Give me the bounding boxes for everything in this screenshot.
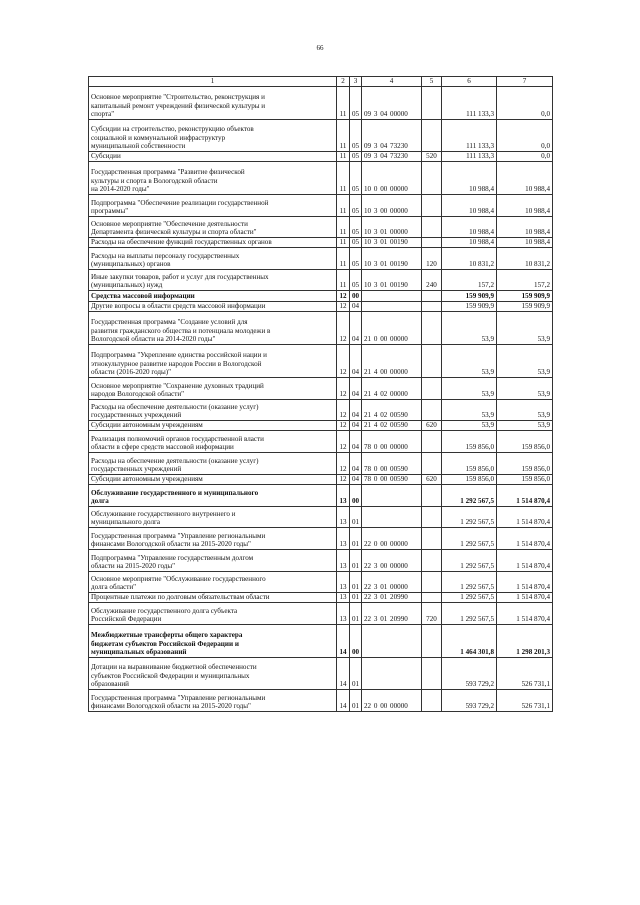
subsection-code: 05 bbox=[350, 162, 362, 195]
amount-year-1: 10 988,4 bbox=[442, 162, 497, 195]
target-article-code: 10 3 01 00190 bbox=[362, 270, 422, 291]
amount-year-1: 10 988,4 bbox=[442, 217, 497, 238]
amount-year-2: 526 731,1 bbox=[497, 658, 553, 690]
column-header: 6 bbox=[442, 77, 497, 87]
section-code: 13 bbox=[337, 507, 350, 528]
target-article-code bbox=[362, 507, 422, 528]
amount-year-2: 159 856,0 bbox=[497, 431, 553, 453]
expense-type-code bbox=[422, 312, 442, 345]
amount-year-1: 593 729,2 bbox=[442, 658, 497, 690]
target-article-code: 78 0 00 00590 bbox=[362, 475, 422, 485]
target-article-code: 22 0 00 00000 bbox=[362, 528, 422, 550]
table-row bbox=[89, 195, 553, 217]
amount-year-1: 159 909,9 bbox=[442, 302, 497, 312]
header-row bbox=[89, 77, 553, 87]
amount-year-1: 159 856,0 bbox=[442, 431, 497, 453]
amount-year-1: 159 856,0 bbox=[442, 453, 497, 475]
column-header: 7 bbox=[497, 77, 553, 87]
target-article-code: 10 3 01 00190 bbox=[362, 248, 422, 270]
table-row bbox=[89, 238, 553, 248]
row-name: Расходы на обеспечение деятельности (оказание услуг) государственных учреждений bbox=[89, 453, 337, 475]
amount-year-2: 10 988,4 bbox=[497, 162, 553, 195]
subsection-code: 05 bbox=[350, 248, 362, 270]
table-row bbox=[89, 431, 553, 453]
target-article-code: 10 3 01 00000 bbox=[362, 217, 422, 238]
expense-type-code bbox=[422, 431, 442, 453]
amount-year-2: 1 298 201,3 bbox=[497, 625, 553, 658]
amount-year-1: 111 133,3 bbox=[442, 152, 497, 162]
target-article-code: 21 0 00 00000 bbox=[362, 312, 422, 345]
amount-year-1: 1 292 567,5 bbox=[442, 485, 497, 507]
table-row bbox=[89, 302, 553, 312]
subsection-code: 01 bbox=[350, 550, 362, 572]
amount-year-2: 10 988,4 bbox=[497, 217, 553, 238]
table-row bbox=[89, 475, 553, 485]
amount-year-1: 1 292 567,5 bbox=[442, 550, 497, 572]
subsection-code: 04 bbox=[350, 421, 362, 431]
table-row bbox=[89, 345, 553, 378]
target-article-code: 09 3 04 73230 bbox=[362, 152, 422, 162]
section-code: 12 bbox=[337, 345, 350, 378]
table-row bbox=[89, 312, 553, 345]
table-row bbox=[89, 120, 553, 152]
target-article-code: 09 3 04 00000 bbox=[362, 87, 422, 120]
amount-year-1: 593 729,2 bbox=[442, 690, 497, 712]
target-article-code bbox=[362, 658, 422, 690]
section-code: 13 bbox=[337, 550, 350, 572]
table-row bbox=[89, 87, 553, 120]
table-row bbox=[89, 453, 553, 475]
amount-year-1: 1 292 567,5 bbox=[442, 603, 497, 625]
row-name: Субсидии на строительство, реконструкцию объектов социальной и коммунальной инфраструктур муниципальной собственности bbox=[89, 120, 337, 152]
section-code: 11 bbox=[337, 195, 350, 217]
amount-year-2: 157,2 bbox=[497, 270, 553, 291]
table-row bbox=[89, 572, 553, 593]
subsection-code: 04 bbox=[350, 302, 362, 312]
table-body bbox=[89, 87, 553, 712]
amount-year-1: 53,9 bbox=[442, 400, 497, 421]
section-code: 13 bbox=[337, 485, 350, 507]
subsection-code: 01 bbox=[350, 603, 362, 625]
subsection-code: 00 bbox=[350, 485, 362, 507]
row-name: Государственная программа "Развитие физической культуры и спорта в Вологодской области на 2014-2020 годы" bbox=[89, 162, 337, 195]
row-name: Субсидии автономным учреждениям bbox=[89, 421, 337, 431]
target-article-code: 78 0 00 00000 bbox=[362, 431, 422, 453]
expense-type-code bbox=[422, 162, 442, 195]
subsection-code: 04 bbox=[350, 400, 362, 421]
section-code: 13 bbox=[337, 572, 350, 593]
expense-type-code: 620 bbox=[422, 421, 442, 431]
subsection-code: 04 bbox=[350, 312, 362, 345]
row-name: Государственная программа "Управление региональными финансами Вологодской области на 2015-2020 годы" bbox=[89, 528, 337, 550]
row-name: Обслуживание государственного и муниципального долга bbox=[89, 485, 337, 507]
section-code: 13 bbox=[337, 593, 350, 603]
amount-year-2: 1 514 870,4 bbox=[497, 507, 553, 528]
subsection-code: 01 bbox=[350, 572, 362, 593]
amount-year-1: 10 988,4 bbox=[442, 195, 497, 217]
expense-type-code bbox=[422, 625, 442, 658]
amount-year-1: 157,2 bbox=[442, 270, 497, 291]
section-code: 12 bbox=[337, 378, 350, 400]
table-row bbox=[89, 485, 553, 507]
section-code: 14 bbox=[337, 690, 350, 712]
row-name: Расходы на выплаты персоналу государственных (муниципальных) органов bbox=[89, 248, 337, 270]
section-code: 14 bbox=[337, 625, 350, 658]
table-row bbox=[89, 528, 553, 550]
subsection-code: 04 bbox=[350, 345, 362, 378]
target-article-code: 22 3 01 20990 bbox=[362, 593, 422, 603]
section-code: 11 bbox=[337, 248, 350, 270]
amount-year-2: 1 514 870,4 bbox=[497, 528, 553, 550]
column-header: 4 bbox=[362, 77, 422, 87]
section-code: 11 bbox=[337, 238, 350, 248]
row-name: Подпрограмма "Укрепление единства российской нации и этнокультурное развитие народов России в Вологодской области (2016-2020 годы)" bbox=[89, 345, 337, 378]
column-header: 5 bbox=[422, 77, 442, 87]
table-row bbox=[89, 507, 553, 528]
section-code: 11 bbox=[337, 162, 350, 195]
amount-year-2: 159 909,9 bbox=[497, 291, 553, 302]
column-header: 3 bbox=[350, 77, 362, 87]
expense-type-code bbox=[422, 485, 442, 507]
expense-type-code bbox=[422, 217, 442, 238]
amount-year-2: 1 514 870,4 bbox=[497, 572, 553, 593]
subsection-code: 05 bbox=[350, 238, 362, 248]
expense-type-code bbox=[422, 507, 442, 528]
amount-year-2: 10 988,4 bbox=[497, 195, 553, 217]
amount-year-1: 111 133,3 bbox=[442, 120, 497, 152]
target-article-code: 21 4 02 00590 bbox=[362, 400, 422, 421]
subsection-code: 05 bbox=[350, 270, 362, 291]
target-article-code: 22 0 00 00000 bbox=[362, 690, 422, 712]
expense-type-code: 520 bbox=[422, 152, 442, 162]
amount-year-1: 1 292 567,5 bbox=[442, 593, 497, 603]
amount-year-2: 159 856,0 bbox=[497, 475, 553, 485]
target-article-code bbox=[362, 302, 422, 312]
subsection-code: 00 bbox=[350, 625, 362, 658]
amount-year-2: 0,0 bbox=[497, 120, 553, 152]
subsection-code: 01 bbox=[350, 690, 362, 712]
amount-year-1: 1 292 567,5 bbox=[442, 507, 497, 528]
target-article-code: 09 3 04 73230 bbox=[362, 120, 422, 152]
column-header: 2 bbox=[337, 77, 350, 87]
table-row bbox=[89, 152, 553, 162]
target-article-code: 10 3 00 00000 bbox=[362, 195, 422, 217]
subsection-code: 04 bbox=[350, 475, 362, 485]
expense-type-code: 620 bbox=[422, 475, 442, 485]
amount-year-2: 53,9 bbox=[497, 345, 553, 378]
table-row bbox=[89, 162, 553, 195]
table-row bbox=[89, 291, 553, 302]
amount-year-2: 10 988,4 bbox=[497, 238, 553, 248]
section-code: 12 bbox=[337, 421, 350, 431]
amount-year-2: 0,0 bbox=[497, 152, 553, 162]
row-name: Процентные платежи по долговым обязательствам области bbox=[89, 593, 337, 603]
subsection-code: 04 bbox=[350, 453, 362, 475]
section-code: 12 bbox=[337, 312, 350, 345]
row-name: Обслуживание государственного долга субъекта Российской Федерации bbox=[89, 603, 337, 625]
target-article-code bbox=[362, 291, 422, 302]
expense-type-code: 720 bbox=[422, 603, 442, 625]
row-name: Расходы на обеспечение функций государственных органов bbox=[89, 238, 337, 248]
amount-year-2: 526 731,1 bbox=[497, 690, 553, 712]
target-article-code: 22 3 01 20990 bbox=[362, 603, 422, 625]
section-code: 12 bbox=[337, 431, 350, 453]
expense-type-code bbox=[422, 550, 442, 572]
subsection-code: 05 bbox=[350, 195, 362, 217]
row-name: Обслуживание государственного внутреннего и муниципального долга bbox=[89, 507, 337, 528]
expense-type-code bbox=[422, 195, 442, 217]
table-row bbox=[89, 625, 553, 658]
target-article-code: 21 4 02 00000 bbox=[362, 378, 422, 400]
target-article-code: 22 3 01 00000 bbox=[362, 572, 422, 593]
row-name: Основное мероприятие "Обслуживание государственного долга области" bbox=[89, 572, 337, 593]
amount-year-2: 159 856,0 bbox=[497, 453, 553, 475]
amount-year-1: 1 292 567,5 bbox=[442, 572, 497, 593]
section-code: 13 bbox=[337, 603, 350, 625]
row-name: Основное мероприятие "Обеспечение деятельности Департамента физической культуры и спорта области" bbox=[89, 217, 337, 238]
row-name: Реализация полномочий органов государственной власти области в сфере средств массовой информации bbox=[89, 431, 337, 453]
amount-year-1: 1 464 301,8 bbox=[442, 625, 497, 658]
amount-year-1: 1 292 567,5 bbox=[442, 528, 497, 550]
expense-type-code bbox=[422, 87, 442, 120]
subsection-code: 00 bbox=[350, 291, 362, 302]
row-name: Другие вопросы в области средств массовой информации bbox=[89, 302, 337, 312]
row-name: Субсидии bbox=[89, 152, 337, 162]
row-name: Государственная программа "Создание условий для развития гражданского общества и потенциала молодежи в Вологодской области на 2014-2020 годы" bbox=[89, 312, 337, 345]
table-row bbox=[89, 378, 553, 400]
section-code: 12 bbox=[337, 302, 350, 312]
amount-year-1: 159 909,9 bbox=[442, 291, 497, 302]
amount-year-1: 111 133,3 bbox=[442, 87, 497, 120]
section-code: 12 bbox=[337, 400, 350, 421]
amount-year-1: 53,9 bbox=[442, 378, 497, 400]
table-row bbox=[89, 248, 553, 270]
amount-year-2: 53,9 bbox=[497, 400, 553, 421]
target-article-code: 10 3 01 00190 bbox=[362, 238, 422, 248]
section-code: 14 bbox=[337, 658, 350, 690]
expense-type-code bbox=[422, 302, 442, 312]
expense-type-code bbox=[422, 593, 442, 603]
target-article-code: 21 4 00 00000 bbox=[362, 345, 422, 378]
amount-year-2: 10 831,2 bbox=[497, 248, 553, 270]
row-name: Дотации на выравнивание бюджетной обеспеченности субъектов Российской Федерации и муниципальных образований bbox=[89, 658, 337, 690]
expense-type-code bbox=[422, 345, 442, 378]
expense-type-code: 240 bbox=[422, 270, 442, 291]
target-article-code: 10 0 00 00000 bbox=[362, 162, 422, 195]
subsection-code: 04 bbox=[350, 431, 362, 453]
amount-year-2: 1 514 870,4 bbox=[497, 550, 553, 572]
row-name: Расходы на обеспечение деятельности (оказание услуг) государственных учреждений bbox=[89, 400, 337, 421]
subsection-code: 05 bbox=[350, 152, 362, 162]
section-code: 11 bbox=[337, 87, 350, 120]
expense-type-code bbox=[422, 528, 442, 550]
amount-year-2: 159 909,9 bbox=[497, 302, 553, 312]
subsection-code: 04 bbox=[350, 378, 362, 400]
amount-year-2: 1 514 870,4 bbox=[497, 593, 553, 603]
amount-year-2: 0,0 bbox=[497, 87, 553, 120]
table-row bbox=[89, 270, 553, 291]
section-code: 11 bbox=[337, 152, 350, 162]
expense-type-code bbox=[422, 400, 442, 421]
subsection-code: 01 bbox=[350, 658, 362, 690]
section-code: 11 bbox=[337, 270, 350, 291]
table-row bbox=[89, 593, 553, 603]
subsection-code: 01 bbox=[350, 528, 362, 550]
subsection-code: 01 bbox=[350, 593, 362, 603]
section-code: 12 bbox=[337, 291, 350, 302]
amount-year-2: 1 514 870,4 bbox=[497, 485, 553, 507]
row-name: Субсидии автономным учреждениям bbox=[89, 475, 337, 485]
row-name: Основное мероприятие "Сохранение духовных традиций народов Вологодской области" bbox=[89, 378, 337, 400]
row-name: Государственная программа "Управление региональными финансами Вологодской области на 2015-2020 годы" bbox=[89, 690, 337, 712]
subsection-code: 01 bbox=[350, 507, 362, 528]
amount-year-1: 53,9 bbox=[442, 345, 497, 378]
target-article-code bbox=[362, 625, 422, 658]
target-article-code: 78 0 00 00590 bbox=[362, 453, 422, 475]
section-code: 11 bbox=[337, 120, 350, 152]
expense-type-code bbox=[422, 572, 442, 593]
row-name: Межбюджетные трансферты общего характера бюджетам субъектов Российской Федерации и муниципальных образований bbox=[89, 625, 337, 658]
table-row bbox=[89, 603, 553, 625]
row-name: Иные закупки товаров, работ и услуг для государственных (муниципальных) нужд bbox=[89, 270, 337, 291]
budget-table bbox=[88, 76, 553, 712]
expense-type-code bbox=[422, 378, 442, 400]
amount-year-1: 53,9 bbox=[442, 312, 497, 345]
amount-year-2: 53,9 bbox=[497, 378, 553, 400]
subsection-code: 05 bbox=[350, 217, 362, 238]
section-code: 12 bbox=[337, 453, 350, 475]
row-name: Основное мероприятие "Строительство, реконструкция и капитальный ремонт учреждений физической культуры и спорта" bbox=[89, 87, 337, 120]
expense-type-code: 120 bbox=[422, 248, 442, 270]
expense-type-code bbox=[422, 690, 442, 712]
subsection-code: 05 bbox=[350, 120, 362, 152]
expense-type-code bbox=[422, 453, 442, 475]
row-name: Подпрограмма "Обеспечение реализации государственной программы" bbox=[89, 195, 337, 217]
expense-type-code bbox=[422, 658, 442, 690]
target-article-code: 22 3 00 00000 bbox=[362, 550, 422, 572]
table-row bbox=[89, 421, 553, 431]
section-code: 12 bbox=[337, 475, 350, 485]
table-row bbox=[89, 217, 553, 238]
amount-year-2: 53,9 bbox=[497, 312, 553, 345]
section-code: 11 bbox=[337, 217, 350, 238]
table-row bbox=[89, 690, 553, 712]
target-article-code: 21 4 02 00590 bbox=[362, 421, 422, 431]
section-code: 13 bbox=[337, 528, 350, 550]
table-row bbox=[89, 658, 553, 690]
expense-type-code bbox=[422, 238, 442, 248]
target-article-code bbox=[362, 485, 422, 507]
subsection-code: 05 bbox=[350, 87, 362, 120]
column-header: 1 bbox=[89, 77, 337, 87]
table-row bbox=[89, 550, 553, 572]
table-row bbox=[89, 400, 553, 421]
amount-year-2: 53,9 bbox=[497, 421, 553, 431]
row-name: Средства массовой информации bbox=[89, 291, 337, 302]
amount-year-2: 1 514 870,4 bbox=[497, 603, 553, 625]
amount-year-1: 159 856,0 bbox=[442, 475, 497, 485]
page-number: 66 bbox=[316, 44, 324, 52]
amount-year-1: 10 988,4 bbox=[442, 238, 497, 248]
amount-year-1: 53,9 bbox=[442, 421, 497, 431]
expense-type-code bbox=[422, 120, 442, 152]
row-name: Подпрограмма "Управление государственным долгом области на 2015-2020 годы" bbox=[89, 550, 337, 572]
amount-year-1: 10 831,2 bbox=[442, 248, 497, 270]
expense-type-code bbox=[422, 291, 442, 302]
